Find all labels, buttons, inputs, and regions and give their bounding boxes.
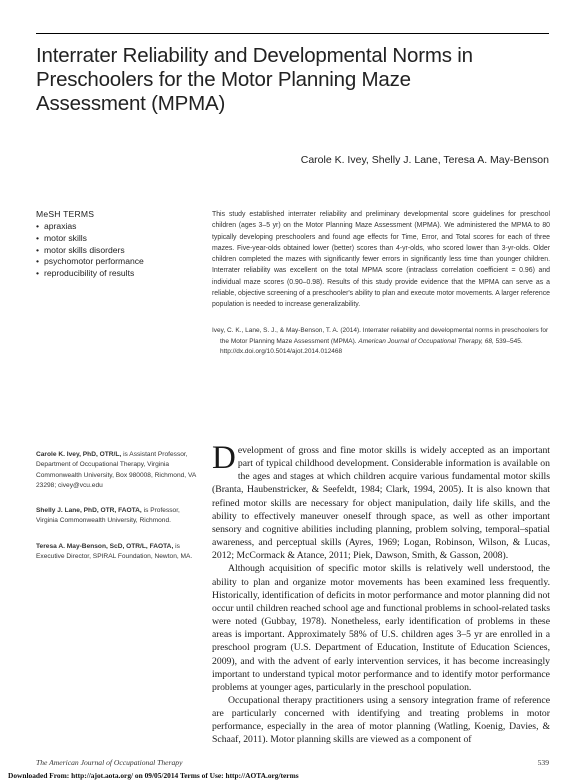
mesh-list — [36, 221, 206, 280]
download-notice: Downloaded From: http://ajot.aota.org/ on 09/05/2014 Terms of Use: http://AOTA.org/terms — [8, 771, 299, 780]
body-paragraph: Development of gross and fine motor skills is widely accepted as an important part of typical childhood development. Considerable information is available on the ages and stages at which children acquire various fundamental motor skills (Branta, Haubenstricker, & Seefeldt, 1984; Clark, 1994, 2005). It is also known that refined motor skills are necessary for object manipulation, daily life skills, and the ability to effectively maneuver oneself through space, as well as other important sensory and cognitive abilities including planning, problem solving, temporal–spatial awareness, and perceptual skills (Ayres, 1969; Logan, Robinson, Wilson, & Lucas, 2012; McCormack & Atance, 2011; Piek, Dawson, Smith, & Gasson, 2008). — [212, 440, 550, 562]
citation — [212, 326, 550, 358]
page-number: 539 — [537, 758, 549, 767]
body-paragraph: Although acquisition of specific motor skills is relatively well understood, the ability to plan and organize motor movements has been examined less frequently. Historically, identification of deficits in motor performance and motor planning did not occur until children reached school age and functional problems in school-related tasks were noted (Gubbay, 1978). Nonetheless, early identification of problems in these areas is important. Approximately 58% of U.S. children ages 3–5 yr are enrolled in a preschool program (U.S. Department of Education, Institute of Education Sciences, 2009), and with the advent of early intervention services, it has become increasingly important to understand typical motor performance and to identify motor performance problems at younger ages, particularly in the preschool population. — [212, 563, 550, 693]
bullet-icon: • — [36, 221, 40, 231]
mesh-terms — [36, 209, 206, 280]
citation-doi-link[interactable]: 539–545. http://dx.doi.org/10.5014/ajot.2014.012468 — [220, 337, 523, 356]
body-paragraph: Occupational therapy practitioners using a sensory integration frame of reference are particularly concerned with identifying and treating problems in motor performance, especially in the area of motor planning (Watling, Koenig, Davies, & Schaaf, 2011). Motor planning skills are viewed as a component of — [212, 694, 550, 746]
footer-journal-name: The American Journal of Occupational Therapy — [36, 758, 183, 767]
mesh-term: • psychomotor performance — [36, 256, 144, 267]
citation-journal: American Journal of Occupational Therapy, 68, — [358, 337, 494, 345]
author-affiliation: Teresa A. May-Benson, ScD, OTR/L, FAOTA, is Executive Director, SPIRAL Foundation, Newton, MA. — [36, 543, 193, 561]
mesh-term: • motor skills — [36, 232, 87, 243]
bullet-icon: • — [36, 256, 40, 267]
mesh-term: • apraxias — [36, 221, 77, 231]
top-rule — [36, 33, 549, 34]
author-affiliation: Carole K. Ivey, PhD, OTR/L, is Assistant Professor, Department of Occupational Therapy, Virginia Commonwealth University, Box 980008, Richmond, VA 23298; civey@vcu.edu — [36, 451, 196, 490]
abstract: This study established interrater reliability and preliminary developmental score guidelines for preschool children (ages 3–5 yr) on the Motor Planning Maze Assessment (MPMA). We administered the MPMA to 80 typically developing preschoolers and found age effects for Time, Error, and Total scores for each of three mazes. Five-year-olds obtained lower (better) scores than 4-yr-olds, who scored lower than 3-yr-olds. Older children completed the mazes with significantly fewer errors in significantly less time than younger children. Interrater reliability was excellent on the total MPMA score (intraclass correlation coefficient = 0.96) and individual maze scores (0.90–0.98). Results of this study provide evidence that the MPMA can serve as a reliable, objective screening of a preschooler's ability to plan and execute motor movements. A larger reference population is needed to increase generalizability. — [212, 211, 550, 309]
drop-cap: D — [212, 440, 236, 476]
mesh-term: • motor skills disorders — [36, 244, 125, 255]
author-list: Carole K. Ivey, Shelly J. Lane, Teresa A. May-Benson — [300, 154, 549, 166]
article-title: Interrater Reliability and Developmental Norms in Preschoolers for the Motor Planning Maze Assessment (MPMA) — [36, 44, 473, 115]
bullet-icon: • — [36, 232, 40, 243]
body-text — [212, 440, 550, 747]
mesh-heading: MeSH TERMS — [36, 209, 95, 219]
bullet-icon: • — [36, 268, 40, 279]
citation-lead: Ivey, C. K., Lane, S. J., & May-Benson, T. A. (2014). Interrater reliability and developmental norms in preschoolers for the Motor Planning Maze Assessment (MPMA). — [212, 327, 549, 345]
bullet-icon: • — [36, 244, 40, 255]
author-affiliation: Shelly J. Lane, PhD, OTR, FAOTA, is Professor, Virginia Commonwealth University, Richmond. — [36, 507, 180, 525]
mesh-term: • reproducibility of results — [36, 268, 135, 279]
